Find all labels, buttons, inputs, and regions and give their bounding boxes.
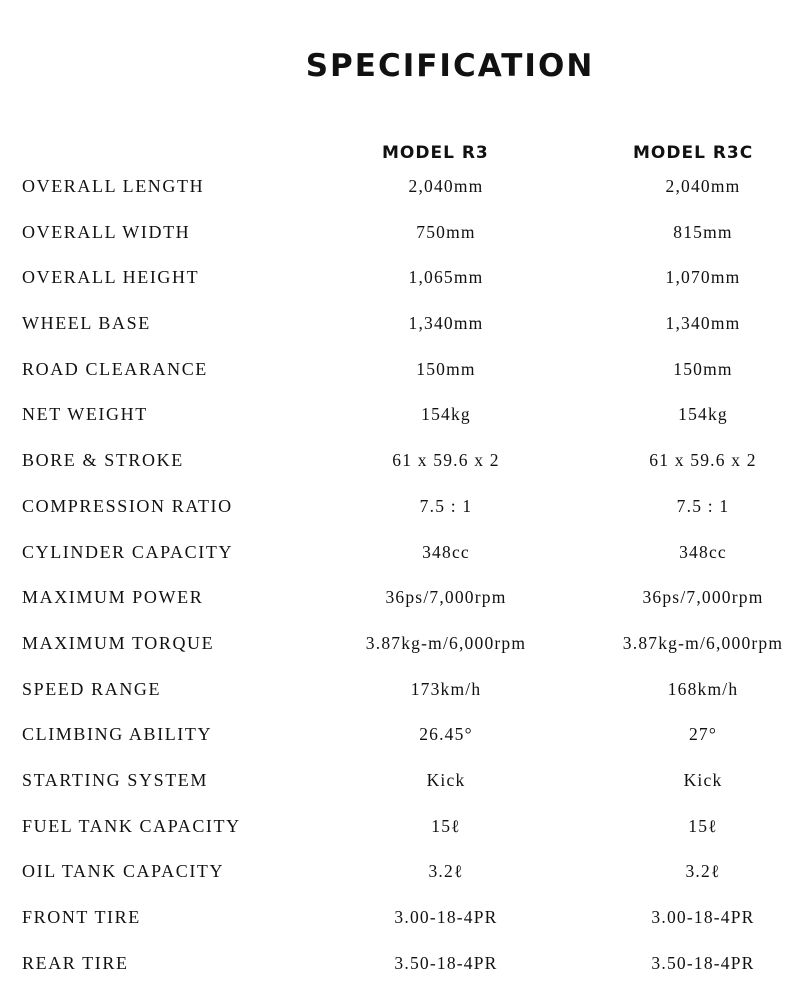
spec-label: CLIMBING ABILITY xyxy=(22,724,213,745)
spec-value-r3c: 348cc xyxy=(679,541,727,562)
spec-label: WHEEL BASE xyxy=(22,313,151,334)
spec-label: FRONT TIRE xyxy=(22,907,141,927)
spec-label: CYLINDER CAPACITY xyxy=(22,541,234,562)
spec-value-r3c: 2,040mm xyxy=(665,176,741,196)
spec-value-r3c: 3.87kg-m/6,000rpm xyxy=(622,632,784,653)
spec-value-r3: 7.5 : 1 xyxy=(419,495,473,516)
spec-value-r3c: 61 x 59.6 x 2 xyxy=(649,450,757,471)
spec-label: OVERALL LENGTH xyxy=(22,176,205,196)
spec-row xyxy=(0,897,800,943)
spec-value-r3: 3.50-18-4PR xyxy=(394,952,498,973)
spec-label: OVERALL HEIGHT xyxy=(22,267,200,288)
spec-row xyxy=(0,486,800,532)
spec-value-r3c: 3.00-18-4PR xyxy=(651,907,755,927)
spec-row xyxy=(0,394,800,440)
spec-label: STARTING SYSTEM xyxy=(22,769,208,790)
spec-value-r3: 36ps/7,000rpm xyxy=(385,587,507,608)
spec-value-r3: 26.45° xyxy=(419,724,473,745)
spec-value-r3c: Kick xyxy=(683,769,723,790)
spec-value-r3c: 7.5 : 1 xyxy=(676,495,730,516)
spec-value-r3c: 150mm xyxy=(673,358,733,379)
spec-row xyxy=(0,532,800,578)
spec-value-r3: 348cc xyxy=(422,541,470,562)
spec-value-r3c: 27° xyxy=(688,724,718,745)
spec-value-r3c: 154kg xyxy=(678,404,728,425)
spec-row xyxy=(0,806,800,852)
spec-row xyxy=(0,851,800,897)
spec-value-r3: Kick xyxy=(426,769,466,790)
spec-value-r3: 750mm xyxy=(416,221,476,242)
spec-value-r3: 3.87kg-m/6,000rpm xyxy=(365,632,527,653)
spec-row xyxy=(0,440,800,486)
spec-label: FUEL TANK CAPACITY xyxy=(22,815,241,836)
spec-value-r3c: 168km/h xyxy=(667,678,739,699)
spec-value-r3: 2,040mm xyxy=(408,176,484,196)
spec-value-r3c: 815mm xyxy=(673,221,733,242)
spec-value-r3c: 3.2ℓ xyxy=(685,861,721,882)
spec-row xyxy=(0,577,800,623)
spec-label: MAXIMUM TORQUE xyxy=(22,632,215,653)
spec-value-r3c: 3.50-18-4PR xyxy=(651,952,755,973)
spec-row xyxy=(0,714,800,760)
spec-value-r3c: 1,070mm xyxy=(665,267,741,288)
spec-label: ROAD CLEARANCE xyxy=(22,358,208,379)
spec-value-r3: 3.2ℓ xyxy=(428,861,464,882)
spec-label: REAR TIRE xyxy=(22,952,129,973)
spec-label: OVERALL WIDTH xyxy=(22,221,191,242)
spec-row xyxy=(0,257,800,303)
spec-label: NET WEIGHT xyxy=(22,404,148,425)
spec-row xyxy=(0,943,800,989)
spec-label: COMPRESSION RATIO xyxy=(22,495,233,516)
spec-row xyxy=(0,212,800,258)
spec-value-r3: 3.00-18-4PR xyxy=(394,907,498,927)
spec-row xyxy=(0,623,800,669)
spec-row xyxy=(0,760,800,806)
spec-value-r3: 61 x 59.6 x 2 xyxy=(392,450,500,471)
spec-row xyxy=(0,669,800,715)
spec-row xyxy=(0,349,800,395)
column-header-model-r3: MODEL R3 xyxy=(382,143,489,163)
spec-value-r3c: 36ps/7,000rpm xyxy=(642,587,764,608)
spec-value-r3: 1,340mm xyxy=(408,313,484,334)
spec-value-r3: 154kg xyxy=(421,404,471,425)
spec-value-r3: 15ℓ xyxy=(431,815,461,836)
spec-value-r3c: 1,340mm xyxy=(665,313,741,334)
spec-value-r3: 150mm xyxy=(416,358,476,379)
spec-label: OIL TANK CAPACITY xyxy=(22,861,225,882)
spec-label: BORE & STROKE xyxy=(22,450,184,471)
spec-label: SPEED RANGE xyxy=(22,678,162,699)
spec-row xyxy=(0,303,800,349)
page-title: SPECIFICATION xyxy=(305,48,595,84)
spec-row xyxy=(0,166,800,212)
spec-value-r3: 173km/h xyxy=(410,678,482,699)
spec-label: MAXIMUM POWER xyxy=(22,587,204,608)
column-header-model-r3c: MODEL R3C xyxy=(633,143,754,163)
spec-value-r3c: 15ℓ xyxy=(688,815,718,836)
spec-value-r3: 1,065mm xyxy=(408,267,484,288)
specification-table xyxy=(0,166,800,988)
